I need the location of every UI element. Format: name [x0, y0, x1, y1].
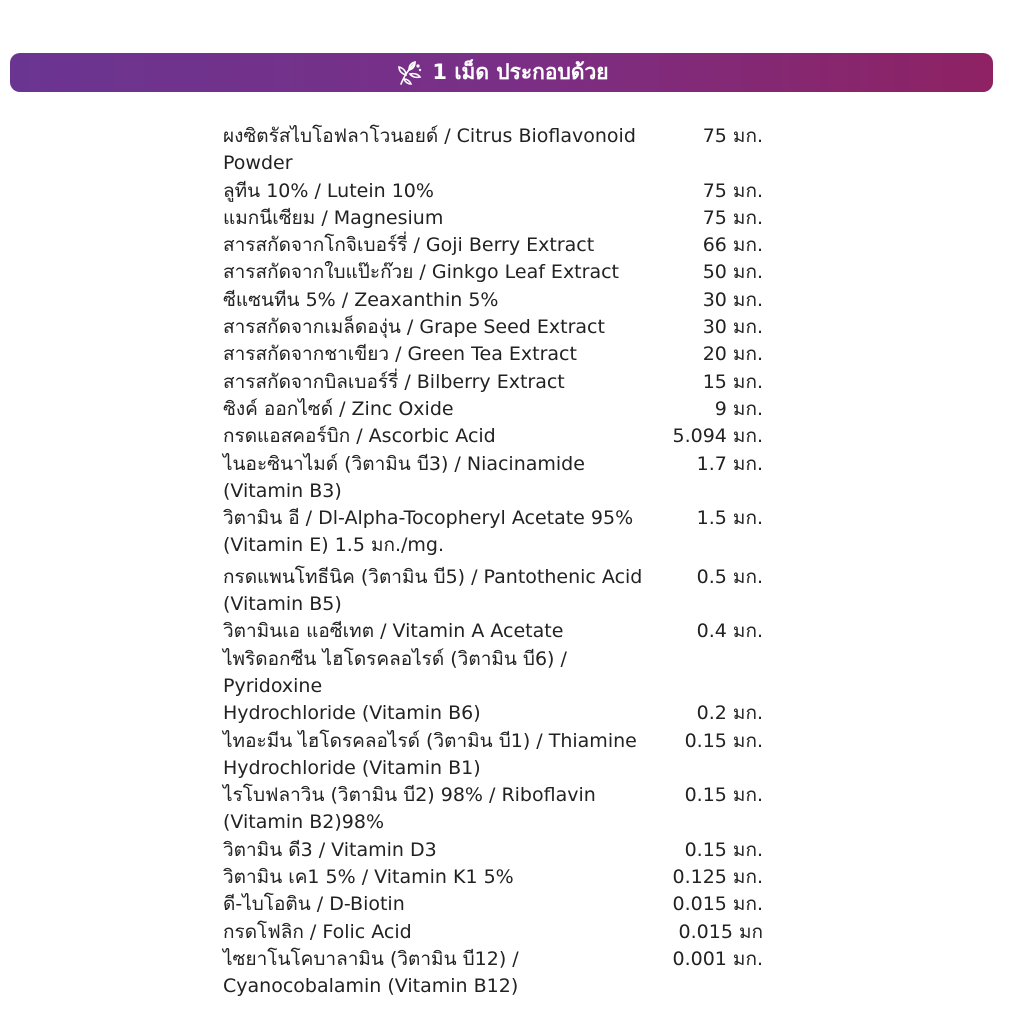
ingredient-amount: 0.015 มก.: [672, 893, 763, 916]
ingredient-row: [223, 919, 768, 946]
ingredient-name: สารสกัดจากชาเขียว / Green Tea Extract: [223, 343, 577, 366]
ingredient-name: ลูทีน 10% / Lutein 10%: [223, 179, 434, 202]
ingredient-row: [223, 891, 768, 918]
ingredient-amount: 1.5 มก.: [696, 507, 763, 530]
ingredient-row: [223, 505, 768, 560]
ingredient-row: [223, 205, 768, 232]
ingredient-row: [223, 341, 768, 368]
ingredient-name: Hydrochloride (Vitamin B6): [223, 702, 481, 725]
ingredient-row: [223, 396, 768, 423]
ingredient-row: [223, 287, 768, 314]
ingredient-name: แมกนีเซียม / Magnesium: [223, 206, 444, 229]
header-title: 1 เม็ด ประกอบด้วย: [432, 60, 609, 84]
ingredient-row: [223, 618, 768, 645]
ingredient-amount: 20 มก.: [702, 343, 763, 366]
ingredient-row: [223, 728, 768, 783]
ingredient-name: ซิงค์ ออกไซด์ / Zinc Oxide: [223, 397, 454, 420]
ingredient-amount: 0.15 มก.: [684, 729, 763, 752]
ingredient-row: [223, 232, 768, 259]
ingredient-amount: 0.001 มก.: [672, 947, 763, 970]
ingredient-row: [223, 314, 768, 341]
ingredient-amount: 66 มก.: [702, 234, 763, 257]
ingredient-row: [223, 700, 768, 727]
ingredient-amount: 0.015 มก: [678, 920, 763, 943]
ingredient-amount: 5.094 มก.: [672, 425, 763, 448]
ingredient-amount: 15 มก.: [702, 370, 763, 393]
ingredient-amount: 0.5 มก.: [696, 565, 763, 588]
ingredient-amount: 75 มก.: [702, 125, 763, 147]
ingredient-name: วิตามิน อี / Dl-Alpha-Tocopheryl Acetate 95% (Vitamin E) 1.5 มก./mg.: [223, 507, 634, 557]
ingredient-amount: 0.2 มก.: [696, 702, 763, 725]
ingredient-row: [223, 123, 768, 178]
ingredient-row: [223, 451, 768, 506]
ingredient-name: กรดโฟลิก / Folic Acid: [223, 920, 412, 943]
ingredient-row: [223, 646, 768, 701]
ingredient-amount: 50 มก.: [702, 261, 763, 284]
ingredient-name: ไรโบฟลาวิน (วิตามิน บี2) 98% / Riboflavin (Vitamin B2)98%: [223, 784, 596, 834]
ingredient-amount: 75 มก.: [702, 206, 763, 229]
ingredient-row: [223, 864, 768, 891]
ingredient-list: [223, 123, 768, 1001]
ingredient-row: [223, 782, 768, 837]
ingredient-amount: 0.15 มก.: [684, 784, 763, 807]
ingredient-row: [223, 259, 768, 286]
ingredient-name: ไซยาโนโคบาลามิน (วิตามิน บี12) / Cyanocobalamin (Vitamin B12): [223, 947, 519, 998]
ingredient-amount: 75 มก.: [702, 179, 763, 202]
ingredient-name: ผงซิตรัสไบโอฟลาโวนอยด์ / Citrus Bioflavonoid Powder: [223, 125, 636, 175]
ingredient-amount: 30 มก.: [702, 316, 763, 339]
ingredient-name: วิตามิน เค1 5% / Vitamin K1 5%: [223, 866, 514, 889]
header-bar: [10, 53, 993, 92]
ingredient-name: ไพริดอกซีน ไฮโดรคลอไรด์ (วิตามิน บี6) / Pyridoxine: [223, 647, 567, 697]
ingredient-name: กรดแพนโทธีนิค (วิตามิน บี5) / Pantothenic Acid (Vitamin B5): [223, 565, 643, 616]
ingredient-row: [223, 946, 768, 1001]
ingredient-amount: 9 มก.: [714, 397, 763, 420]
ingredient-name: วิตามิน ดี3 / Vitamin D3: [223, 838, 437, 861]
ingredient-row: [223, 837, 768, 864]
ingredient-row: [223, 369, 768, 396]
ingredient-amount: 1.7 มก.: [696, 452, 763, 475]
ingredient-amount: 0.15 มก.: [684, 838, 763, 861]
ingredient-row: [223, 564, 768, 619]
ingredient-row: [223, 423, 768, 450]
ingredient-name: สารสกัดจากเมล็ดองุ่น / Grape Seed Extract: [223, 316, 605, 339]
ingredient-name: กรดแอสคอร์บิก / Ascorbic Acid: [223, 425, 496, 448]
ingredient-amount: 0.4 มก.: [696, 620, 763, 643]
ingredient-name: ไทอะมีน ไฮโดรคลอไรด์ (วิตามิน บี1) / Thiamine Hydrochloride (Vitamin B1): [223, 729, 637, 779]
ingredient-name: สารสกัดจากใบแป๊ะก๊วย / Ginkgo Leaf Extract: [223, 261, 619, 284]
ingredient-name: วิตามินเอ แอซีเทต / Vitamin A Acetate: [223, 620, 564, 643]
ingredient-amount: 30 มก.: [702, 288, 763, 311]
ingredient-name: สารสกัดจากบิลเบอร์รี่ / Bilberry Extract: [223, 370, 565, 393]
herb-leaf-icon: [394, 58, 424, 88]
ingredient-name: สารสกัดจากโกจิเบอร์รี่ / Goji Berry Extract: [223, 234, 595, 257]
ingredient-name: ดี-ไบโอติน / D-Biotin: [223, 893, 405, 916]
ingredient-row: [223, 178, 768, 205]
ingredient-name: ซีแซนทีน 5% / Zeaxanthin 5%: [223, 288, 499, 311]
ingredient-name: ไนอะซินาไมด์ (วิตามิน บี3) / Niacinamide (Vitamin B3): [223, 452, 585, 502]
ingredient-amount: 0.125 มก.: [672, 866, 763, 889]
